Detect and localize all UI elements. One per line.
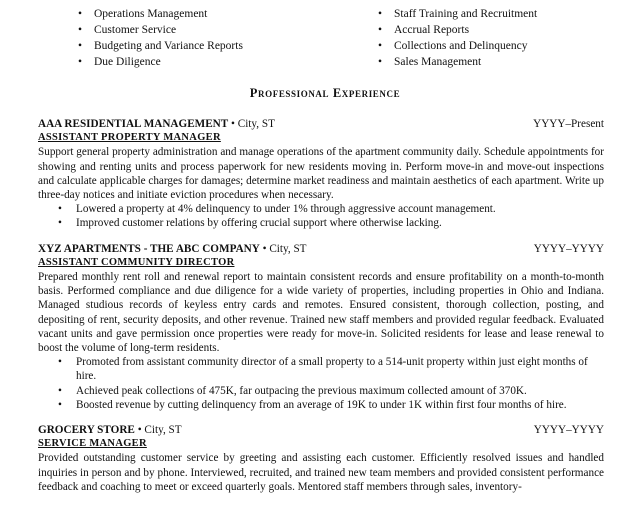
job-dates: YYYY–YYYY (533, 424, 604, 437)
job-header (38, 242, 604, 256)
achievement-item: • Achieved peak collections of 475K, far outpacing the previous maximum collected amount of 370K. (38, 384, 604, 398)
job-location: • City, ST (259, 242, 307, 255)
skill-item: • Sales Management (378, 54, 537, 70)
achievement-item: • Promoted from assistant community director of a small property to a 514-unit property within just eight months of hire. (38, 355, 604, 383)
achievement-item: • Improved customer relations by offering crucial support where otherwise lacking. (38, 216, 604, 230)
company-name: GROCERY STORE (38, 424, 135, 437)
achievement-item: • Boosted revenue by cutting delinquency from an average of 19K to under 1K within first four months of hire. (38, 398, 604, 412)
skill-item: • Operations Management (78, 6, 243, 22)
skills-column-left (78, 6, 243, 70)
achievement-item: • Lowered a property at 4% delinquency to under 1% through aggressive account management. (38, 202, 604, 216)
job-description: Support general property administration and manage operations of the apartment community daily. Schedule appointments for showing and renting units and process paperwork for new residents moving in. Perform move-in and move-out inspections and calculate applicable charges for damages; determine market readiness and maintain aesthetics of each apartment. Write up three-day notices and initiate eviction procedures when necessary. (38, 146, 604, 201)
job-location: • City, ST (134, 424, 182, 437)
job-role: ASSISTANT COMMUNITY DIRECTOR (38, 256, 235, 268)
skill-item: • Staff Training and Recruitment (378, 6, 537, 22)
experience-list (38, 117, 604, 505)
job-achievements (38, 202, 604, 230)
job-entry (38, 242, 604, 412)
job-header (38, 423, 604, 437)
skill-item: • Collections and Delinquency (378, 38, 537, 54)
skill-item: • Budgeting and Variance Reports (78, 38, 243, 54)
job-dates: YYYY–Present (533, 118, 604, 130)
job-location: • City, ST (228, 118, 275, 130)
job-role: SERVICE MANAGER (38, 438, 147, 450)
job-header (38, 117, 604, 131)
skill-item: • Due Diligence (78, 54, 243, 70)
company-name: XYZ APARTMENTS - THE ABC COMPANY (38, 242, 260, 255)
job-entry (38, 117, 604, 231)
job-description: Provided outstanding customer service by greeting and assisting each customer. Efficiently resolved issues and handled inquiries in person and by phone. Interviewed, recruited, and trained new team members and provided consistent performance feedback and coaching to meet or exceed quarterly goals. Mentored staff members through sales, inventory- (38, 452, 604, 493)
section-title-text: Professional Experience (249, 86, 401, 100)
job-achievements (38, 355, 604, 412)
skill-item: • Customer Service (78, 22, 243, 38)
skill-item: • Accrual Reports (378, 22, 537, 38)
job-entry (38, 423, 604, 494)
skills-column-right (378, 6, 537, 70)
section-title (0, 86, 640, 101)
company-name: AAA RESIDENTIAL MANAGEMENT (38, 118, 229, 130)
job-dates: YYYY–YYYY (533, 242, 604, 255)
job-role: ASSISTANT PROPERTY MANAGER (38, 132, 221, 144)
job-description: Prepared monthly rent roll and renewal report to maintain consistent records and ensure profitability on a month-to-month basis. Performed compliance and due diligence for a wide variety of properties, including properties in Ohio and Indiana. Managed studious records of keyless entry cards and remotes. Ensured consistent, thorough collection, posting, and depositing of rent, security deposits, and other revenue. Trained new staff members and provided regular feedback. Evaluated vacant units and gave permission once properties were ready for move-in. Solicited residents for lease and lease renewal to boost the volume of long-term residents. (38, 271, 604, 355)
